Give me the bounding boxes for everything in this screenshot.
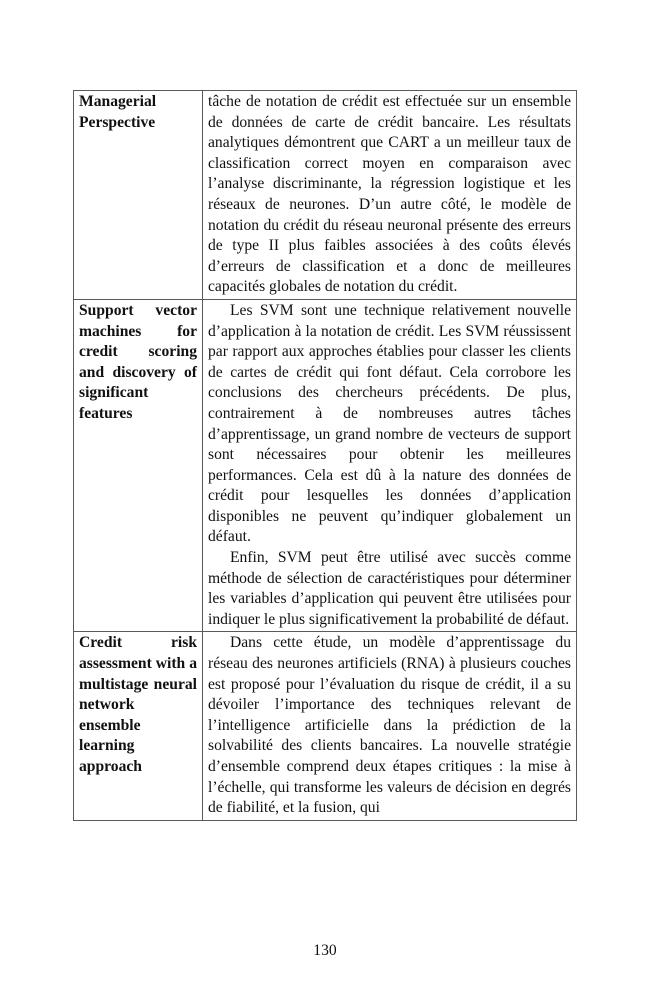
paragraph: tâche de notation de crédit est effectuée sur un ensemble de données de carte de crédit bancaire. Les résultats analytiques démontrent que CART a un meilleur taux de classification correct moyen en comparaison avec l’analyse discriminante, la régression logistique et les réseaux de neurones. D’un autre côté, le modèle de notation du crédit du réseau neuronal présente des erreurs de type II plus faibles associées à des coûts élevés d’erreurs de classification et a donc de meilleures capacités globales de notation du crédit. [208, 93, 571, 296]
paragraph: Dans cette étude, un modèle d’apprentissage du réseau des neurones artificiels (RNA) à plusieurs couches est proposé pour l’évaluation du risque de crédit, il a su dévoiler l’importance des techniques relevant de l’intelligence artificielle dans la prédiction de la solvabilité des clients bancaires. La nouvelle stratégie d’ensemble comprend deux étapes critiques : la mise à l’échelle, qui transforme les valeurs de décision en degrés de fiabilité, et la fusion, qui [208, 634, 571, 817]
table-row [74, 299, 577, 632]
table-row [74, 632, 577, 820]
table-row [74, 91, 577, 300]
row-title: Managerial Perspective [74, 91, 203, 300]
page-content [73, 90, 577, 821]
row-body [203, 299, 577, 632]
row-body [203, 91, 577, 300]
paragraph: Enfin, SVM peut être utilisé avec succès comme méthode de sélection de caractéristiques pour déterminer les variables d’application qui peuvent être utilisées pour indiquer le plus significativement la probabilité de défaut. [208, 549, 571, 628]
literature-table [73, 90, 577, 821]
row-body [203, 632, 577, 820]
paragraph: Les SVM sont une technique relativement nouvelle d’application à la notation de crédit. Les SVM réussissent par rapport aux approches établies pour classer les clients de cartes de crédit qui font défaut. Cela corrobore les conclusions des chercheurs précédents. De plus, contrairement à de nombreuses autres tâches d’apprentissage, un grand nombre de vecteurs de support sont nécessaires pour obtenir les meilleures performances. Cela est dû à la nature des données de crédit pour lesquelles les données d’application disponibles ne peuvent qu’indiquer globalement un défaut. [208, 301, 571, 546]
page-number: 130 [313, 942, 337, 959]
row-title: Support vector machines for credit scoring and discovery of significant features [74, 299, 203, 632]
row-title: Credit risk assessment with a multistage neural network ensemble learning approach [74, 632, 203, 820]
